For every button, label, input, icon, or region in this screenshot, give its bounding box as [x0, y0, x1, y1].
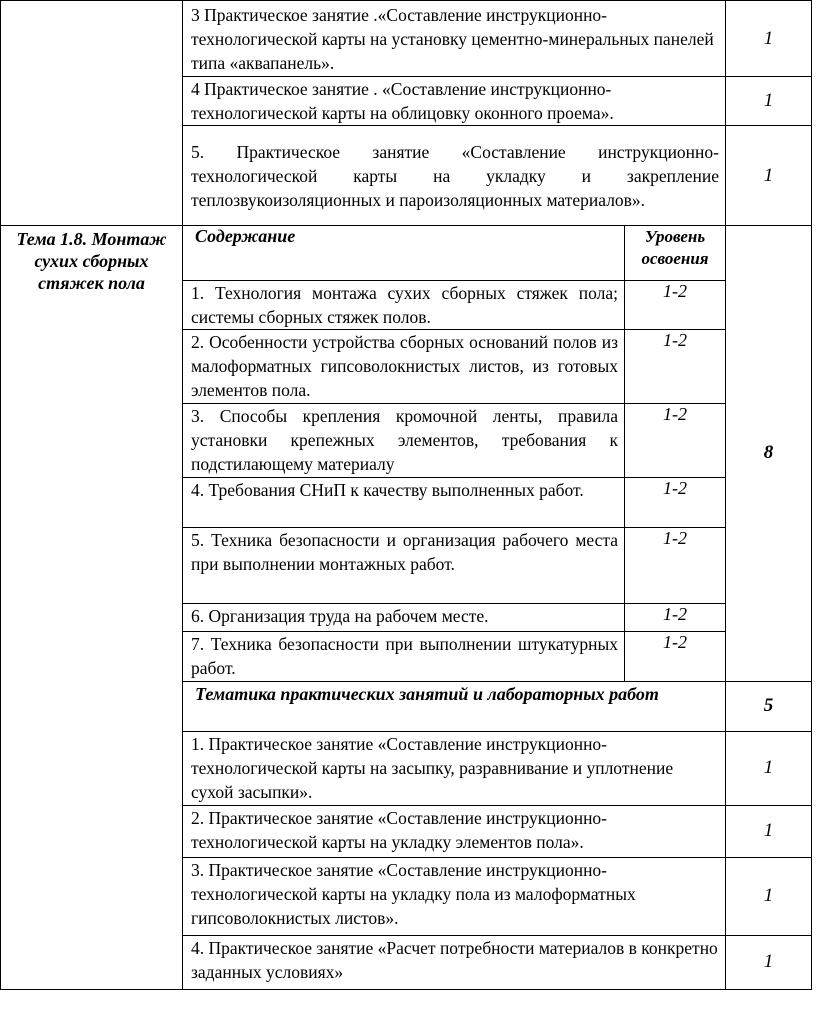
content-header-cell [183, 226, 625, 280]
practice-item-text: 4. Практическое занятие «Расчет потребности материалов в конкретно заданных условиях» [191, 937, 718, 982]
level-value: 1-2 [625, 329, 726, 403]
content-item-cell [183, 477, 625, 527]
content-header: Содержание [195, 226, 296, 246]
hours-value: 1 [726, 1, 812, 77]
practice-item-text: 2. Практическое занятие «Составление инструкционно-технологической карты на укладку элементов пола». [191, 807, 608, 852]
topic-row [1, 226, 812, 990]
level-header-cell [625, 226, 726, 280]
content-item-row [183, 477, 811, 527]
topic-content-cell [183, 226, 812, 990]
content-header-row [183, 226, 811, 280]
content-item-cell [183, 403, 625, 477]
content-item-cell [183, 603, 625, 631]
practice-header-row [183, 681, 811, 731]
hours-value: 1 [726, 77, 812, 126]
content-item-text: 5. Техника безопасности и организация рабочего места при выполнении монтажных работ. [191, 529, 618, 574]
practice-item-cell [183, 805, 726, 857]
content-item-cell [183, 631, 625, 681]
practice-header-cell [183, 681, 726, 731]
topic-title-cell [1, 226, 183, 990]
content-item-row [183, 527, 811, 603]
content-item-cell [183, 527, 625, 603]
practice-item-row [183, 805, 811, 857]
practice-row-text-cell [183, 1, 726, 77]
table-row [1, 1, 812, 77]
content-item-text: 1. Технология монтажа сухих сборных стяжек пола; системы сборных стяжек полов. [191, 282, 618, 327]
practice-row-text: 4 Практическое занятие . «Составление инструкционно-технологической карты на облицовку оконного проема». [191, 79, 614, 123]
practice-header: Тематика практических занятий и лабораторных работ [195, 683, 659, 704]
content-item-cell [183, 329, 625, 403]
level-value: 1-2 [625, 631, 726, 681]
content-item-row [183, 280, 811, 329]
content-item-text: 7. Техника безопасности при выполнении штукатурных работ. [191, 633, 618, 678]
practice-item-row [183, 935, 811, 989]
content-item-text: 6. Организация труда на рабочем месте. [191, 605, 489, 626]
hours-value: 1 [726, 805, 812, 857]
content-item-row [183, 329, 811, 403]
content-item-text: 3. Способы крепления кромочной ленты, правила установки крепежных элементов, требования к подстилающему материалу [191, 405, 618, 474]
level-value: 1-2 [625, 477, 726, 527]
practice-hours: 5 [726, 681, 812, 731]
content-subtable [183, 226, 811, 989]
hours-value: 1 [726, 857, 812, 935]
practice-item-cell [183, 935, 726, 989]
empty-topic-cell [1, 1, 183, 226]
practice-row-text: 5. Практическое занятие «Составление инструкционно-технологической карты на укладку и закрепление теплозвукоизоляционных и пароизоляционных материалов». [191, 141, 719, 210]
level-value: 1-2 [625, 527, 726, 603]
practice-item-cell [183, 731, 726, 805]
level-value: 1-2 [625, 603, 726, 631]
practice-item-cell [183, 857, 726, 935]
practice-item-text: 1. Практическое занятие «Составление инструкционно-технологической карты на засыпку, разравнивание и уплотнение сухой засыпки». [191, 733, 674, 802]
level-value: 1-2 [625, 280, 726, 329]
level-value: 1-2 [625, 403, 726, 477]
level-header: Уровень освоения [641, 227, 709, 268]
content-item-text: 2. Особенности устройства сборных оснований полов из малоформатных гипсоволокнистых листов, из готовых элементов пола. [191, 331, 618, 400]
content-item-row [183, 403, 811, 477]
topic-title: Тема 1.8. Монтаж сухих сборных стяжек пола [16, 229, 167, 293]
content-item-text: 4. Требования СНиП к качеству выполненных работ. [191, 479, 584, 500]
practice-row-text-cell [183, 126, 726, 226]
practice-item-row [183, 857, 811, 935]
content-item-row [183, 603, 811, 631]
content-hours: 8 [726, 226, 812, 681]
hours-value: 1 [726, 935, 812, 989]
practice-row-text-cell [183, 77, 726, 126]
content-item-cell [183, 280, 625, 329]
hours-value: 1 [726, 126, 812, 226]
practice-item-text: 3. Практическое занятие «Составление инструкционно-технологической карты на укладку пола из малоформатных гипсоволокнистых листов». [191, 859, 636, 928]
hours-value: 1 [726, 731, 812, 805]
practice-row-text: 3 Практическое занятие .«Составление инструкционно-технологической карты на установку цементно-минеральных панелей типа «аквапанель». [191, 4, 714, 73]
practice-item-row [183, 731, 811, 805]
content-item-row [183, 631, 811, 681]
